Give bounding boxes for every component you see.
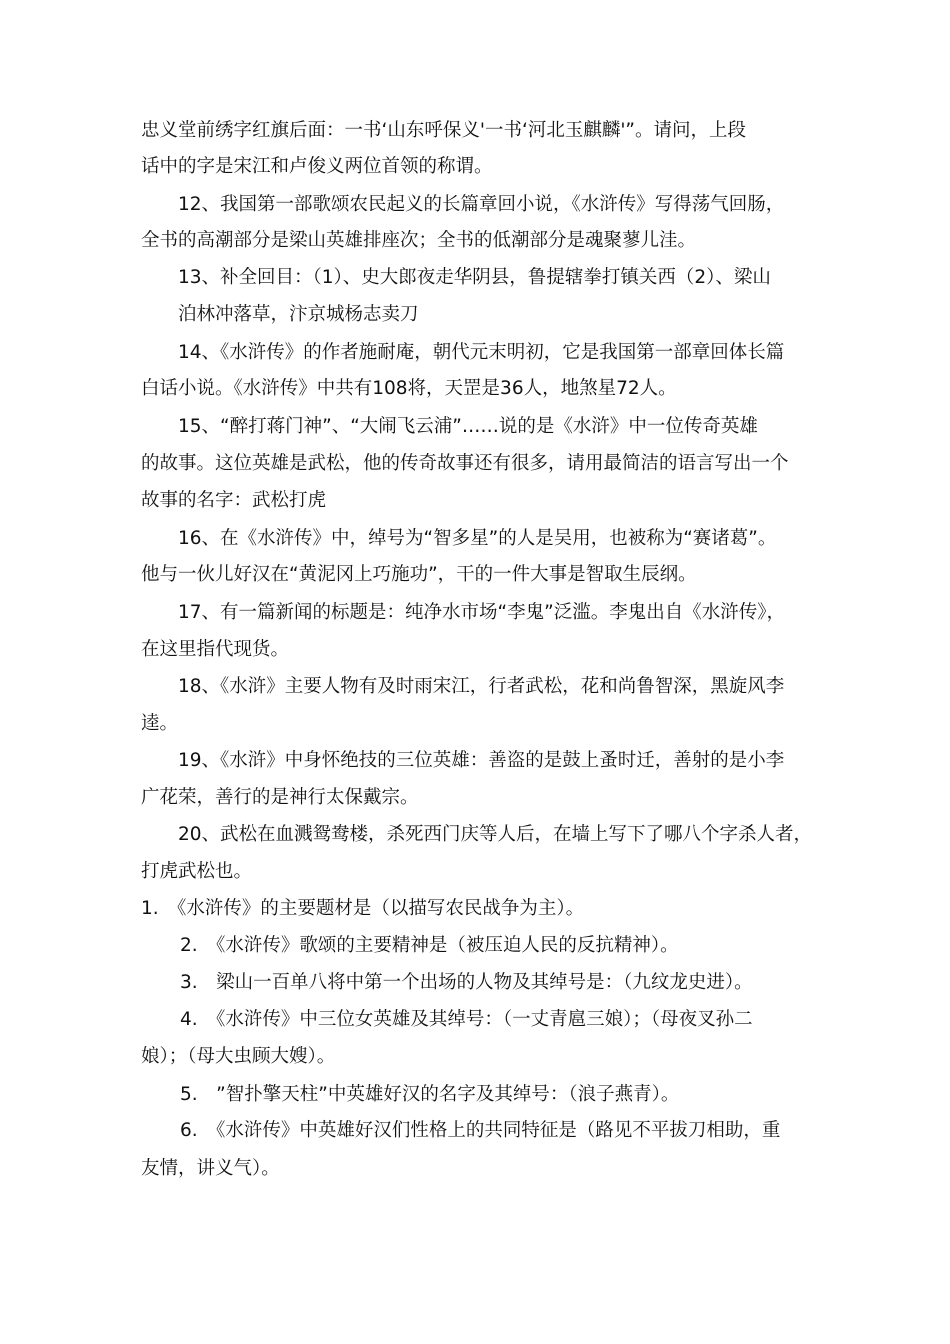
text-line: 19、《水浒》中身怀绝技的三位英雄：善盗的是鼓上蚤时迁，善射的是小李 [178,750,785,771]
text-line: 4. 《水浒传》中三位女英雄及其绰号：（一丈青扈三娘）；（母夜叉孙二 [180,1009,753,1030]
text-line: 15、“醉打蒋门神”、“大闹飞云浦”……说的是《水浒》中一位传奇英雄 [178,416,758,437]
text-line: 14、《水浒传》的作者施耐庵，朝代元末明初，它是我国第一部章回体长篇 [178,342,785,363]
text-line: 16、在《水浒传》中，绰号为“智多星”的人是吴用，也被称为“赛诸葛”。 [178,528,777,549]
text-line: 故事的名字：武松打虎 [141,490,327,511]
text-line: 的故事。这位英雄是武松，他的传奇故事还有很多，请用最简洁的语言写出一个 [141,453,789,474]
text-line: 13、补全回目：（1）、史大郎夜走华阴县，鲁提辖拳打镇关西（2）、梁山 [178,267,771,288]
text-line: 2. 《水浒传》歌颂的主要精神是（被压迫人民的反抗精神）。 [180,935,679,956]
text-line: 逵。 [141,713,179,734]
text-line: 18、《水浒》主要人物有及时雨宋江，行者武松，花和尚鲁智深，黑旋风李 [178,676,785,697]
text-line: 12、我国第一部歌颂农民起义的长篇章回小说，《水浒传》写得荡气回肠， [178,194,785,215]
text-line: 广花荣，善行的是神行太保戴宗。 [141,787,419,808]
text-line: 3. 梁山一百单八将中第一个出场的人物及其绰号是：（九纹龙史进）。 [180,972,753,993]
text-line: 白话小说。《水浒传》中共有108将，天罡是36人，地煞星72人。 [141,378,677,399]
text-line: 5. ”智扑擎天柱”中英雄好汉的名字及其绰号：（浪子燕青）。 [180,1084,680,1105]
text-line: 话中的字是宋江和卢俊义两位首领的称谓。 [141,156,493,177]
text-line: 友情，讲义气）。 [141,1158,280,1179]
text-line: 20、武松在血溅鸳鸯楼，杀死西门庆等人后，在墙上写下了哪八个字杀人者， [178,824,813,845]
text-line: 他与一伙儿好汉在“黄泥冈上巧施功”，干的一件大事是智取生辰纲。 [141,564,697,585]
text-line: 娘）；（母大虫顾大嫂）。 [141,1046,336,1067]
text-line: 1. 《水浒传》的主要题材是（以描写农民战争为主）。 [141,898,585,919]
text-line: 17、有一篇新闻的标题是：纯净水市场“李鬼”泛滥。李鬼出自《水浒传》， [178,602,785,623]
text-line: 泊林冲落草，汴京城杨志卖刀 [178,304,419,325]
text-line: 在这里指代现货。 [141,639,290,660]
text-line: 6. 《水浒传》中英雄好汉们性格上的共同特征是（路见不平拔刀相助，重 [180,1120,781,1141]
text-line: 忠义堂前绣字红旗后面：一书‘山东呼保义'一书‘河北玉麒麟'”。请问，上段 [141,120,747,141]
text-line: 全书的高潮部分是梁山英雄排座次；全书的低潮部分是魂聚蓼儿洼。 [141,230,697,251]
text-line: 打虎武松也。 [141,861,253,882]
